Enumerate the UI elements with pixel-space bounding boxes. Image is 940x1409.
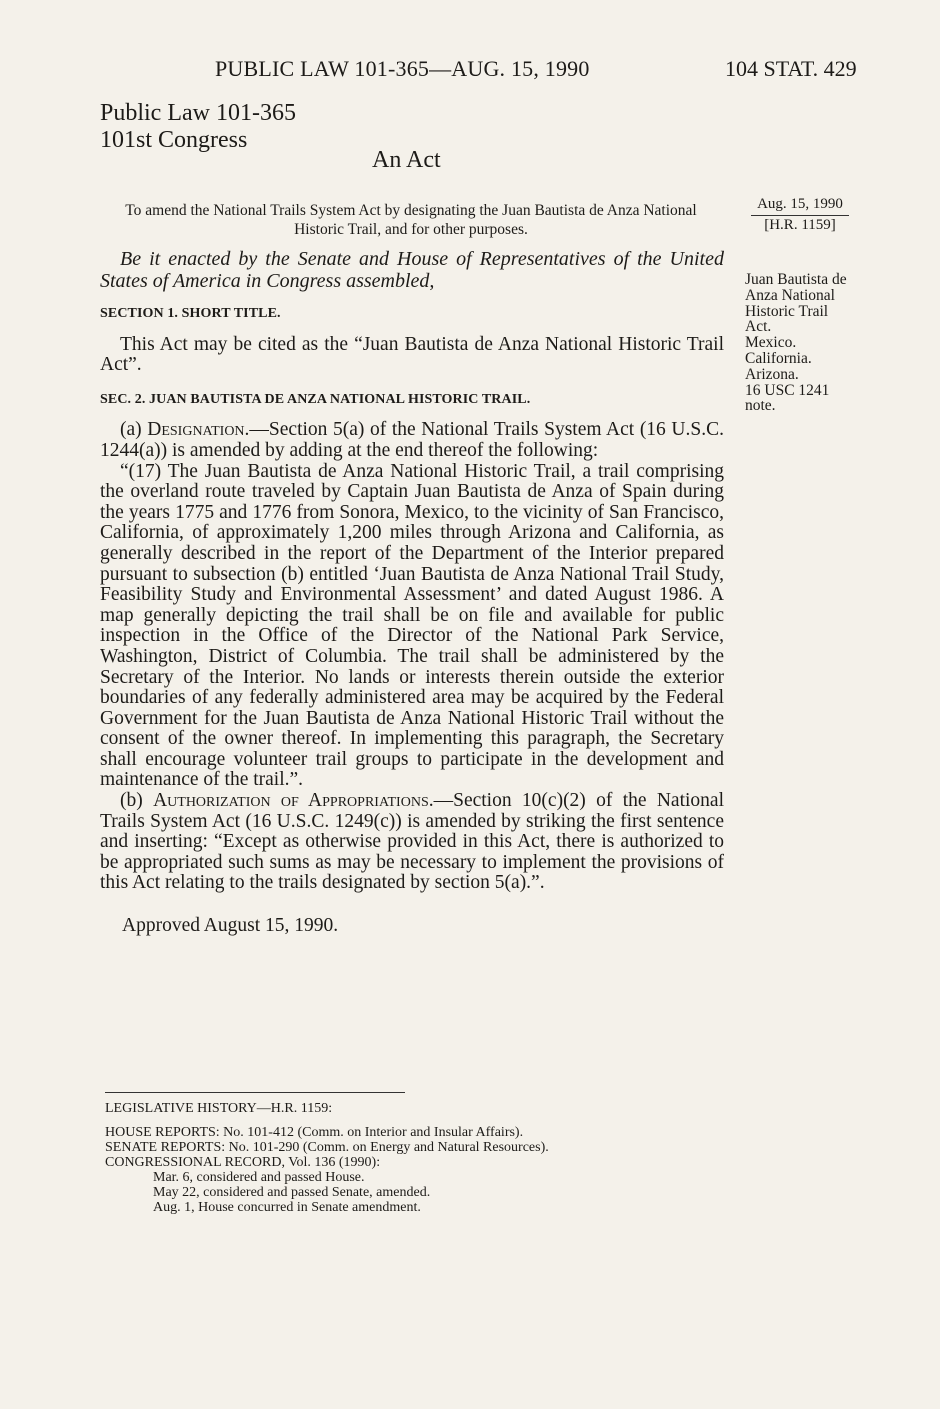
subsection-b-text: .—Section 10(c)(2) of the National Trails System Act (16 U.S.C. 1249(c)) is amended by striking the first sentence and inserting: “Except as otherwise provided in this Act, there is authorized to be appropriated such sums as may be necessary to implement the provisions of this Act relating to the trails designated by section 5(a).”. [100,790,724,894]
subsection-a-heading: Designation [147,419,245,441]
law-identifier [100,100,296,154]
approval-date: Approved August 15, 1990. [122,915,339,937]
public-law-number: Public Law 101-365 [100,100,296,126]
act-body [100,248,724,937]
quoted-paragraph-17: “(17) The Juan Bautista de Anza National Historic Trail, a trail comprising the overland route traveled by Captain Juan Bautista de Anza of Spain during the years 1775 and 1776 from Sonora, Mexico, to the vicinity of San Francisco, California, of approximately 1,200 miles through Arizona and California, as generally described in the report of the Department of the Interior prepared pursuant to subsection (b) entitled ‘Juan Bautista de Anza National Trail Study, Feasibility Study and Environmental Assessment’ and dated August 1986. A map generally depicting the trail shall be on file and available for public inspection in the Office of the Director of the National Park Service, Washington, District of Columbia. The trail shall be administered by the Secretary of the Interior. No lands or interests therein outside the exterior boundaries of any federally administered area may be acquired by the Federal Government for the Juan Bautista de Anza National Historic Trail without the consent of the owner thereof. In implementing this paragraph, the Secretary shall encourage volunteer trail groups to participate in the development and maintenance of the trail.”. [100,460,724,791]
subsection-b [100,791,724,894]
legislative-history [105,1092,805,1215]
running-title: PUBLIC LAW 101-365—AUG. 15, 1990 [215,56,590,81]
margin-note: Juan Bautista de [745,271,847,288]
margin-note: California. [745,349,812,367]
margin-note: Arizona. [745,365,799,383]
section-1-heading: SECTION 1. SHORT TITLE. [100,306,281,321]
enactment-date: Aug. 15, 1990 [751,195,849,216]
margin-date-block [735,195,865,235]
subsection-a-label: (a) [120,419,148,441]
statute-page-reference: 104 STAT. 429 [725,56,857,81]
enacting-clause: Be it enacted by the Senate and House of Representatives of the United States of America in Congress assembled, [100,248,724,292]
legislative-history-heading: LEGISLATIVE HISTORY—H.R. 1159: [105,1101,333,1116]
subsection-b-label: (b) [120,790,154,812]
margin-note: Historic Trail [745,302,829,320]
margin-note: Act. [745,318,772,336]
footnote-divider [105,1092,405,1093]
margin-note: Mexico. [745,334,797,352]
bill-number: [H.R. 1159] [764,217,836,233]
margin-notes [745,272,895,414]
section-2-heading: SEC. 2. JUAN BAUTISTA DE ANZA NATIONAL HISTORIC TRAIL. [100,391,531,407]
margin-note: 16 USC 1241 [745,381,830,399]
subsection-a [100,420,724,461]
section-1-text: This Act may be cited as the “Juan Bautista de Anza National Historic Trail Act”. [100,333,724,376]
history-action: Aug. 1, House concurred in Senate amendment. [153,1200,421,1215]
act-label: An Act [372,147,441,173]
margin-note: Anza National [745,286,835,304]
history-action: May 22, considered and passed Senate, amended. [153,1185,431,1200]
margin-note: note. [745,397,776,415]
congress-number: 101st Congress [100,127,248,153]
senate-reports: SENATE REPORTS: No. 101-290 (Comm. on Energy and Natural Resources). [105,1140,549,1155]
house-reports: HOUSE REPORTS: No. 101-412 (Comm. on Interior and Insular Affairs). [105,1125,524,1140]
congressional-record: CONGRESSIONAL RECORD, Vol. 136 (1990): [105,1155,381,1170]
act-purpose: To amend the National Trails System Act by designating the Juan Bautista de Anza National Historic Trail, and for other purposes. [125,202,697,238]
subsection-b-heading: Authorization of Appropriations [153,790,429,812]
subsection-a-text: .—Section 5(a) of the National Trails System Act (16 U.S.C. 1244(a)) is amended by adding at the end thereof the following: [100,419,724,461]
history-action: Mar. 6, considered and passed House. [153,1170,365,1185]
